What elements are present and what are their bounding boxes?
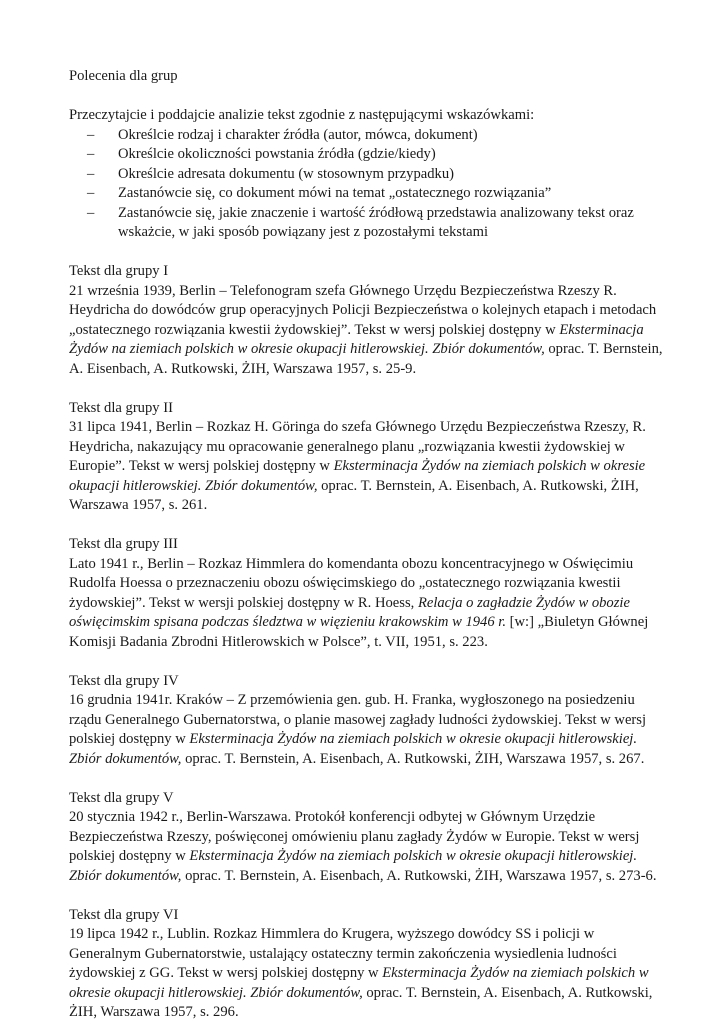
- group-heading: Tekst dla grupy I: [69, 263, 169, 279]
- group-section-5: [69, 789, 669, 887]
- group-section-1: [69, 262, 669, 379]
- group-text: [69, 691, 669, 769]
- group-section-4: [69, 672, 669, 770]
- dash-marker: –: [87, 204, 95, 221]
- group-heading: Tekst dla grupy IV: [69, 672, 179, 689]
- group-text-citation: [w:] „Biuletyn Głównej Komisji Badania Zbrodni Hitlerowskich w Polsce”, t. VII, 1951, s. 223.: [69, 614, 649, 650]
- instructions-list: [69, 126, 669, 243]
- instruction-text: Określcie okoliczności powstania źródła (gdzie/kiedy): [118, 146, 436, 162]
- group-heading: Tekst dla grupy III: [69, 536, 178, 552]
- instruction-text: Określcie adresata dokumentu (w stosownym przypadku): [118, 165, 454, 182]
- group-text-main: 21 września 1939, Berlin – Telefonogram szefa Głównego Urzędu Bezpieczeństwa Rzeszy R. Heydricha do dowódców grup operacyjnych Policji Bezpieczeństwa o kolejnych etapach i metodach „ostatecznego rozwiązania kwestii żydowskiej”. Tekst w wersj polskiej dostępny w: [69, 282, 657, 338]
- group-text-main: 31 lipca 1941, Berlin – Rozkaz H. Göringa do szefa Głównego Urzędu Bezpieczeństwa Rzeszy, R. Heydricha, nakazujący mu opracowanie generalnego planu „rozwiązania kwestii żydowskiej w Europie”. Tekst w wersj polskiej dostępny w: [69, 419, 646, 474]
- group-heading: Tekst dla grupy V: [69, 789, 174, 806]
- instruction-item: [87, 165, 669, 185]
- group-text-citation: oprac. T. Bernstein, A. Eisenbach, A. Rutkowski, ŻIH, Warszawa 1957, s. 267.: [181, 750, 645, 767]
- instruction-item: [87, 204, 669, 243]
- group-section-6: [69, 906, 669, 1023]
- instruction-text: Określcie rodzaj i charakter źródła (autor, mówca, dokument): [118, 126, 478, 143]
- instruction-item: [87, 126, 669, 146]
- group-text-citation: oprac. T. Bernstein, A. Eisenbach, A. Rutkowski, ŻIH, Warszawa 1957, s. 25-9.: [69, 341, 663, 377]
- group-text-source-title: Eksterminacja Żydów na ziemiach polskich w okresie okupacji hitlerowskiej. Zbiór dokumentów,: [69, 848, 638, 884]
- group-text-source-title: Eksterminacja Żydów na ziemiach polskich w okresie okupacji hitlerowskiej. Zbiór dokumentów,: [69, 965, 649, 1001]
- group-text-source-title: Eksterminacja Żydów na ziemiach polskich w okresie okupacji hitlerowskiej. Zbiór dokumentów,: [69, 458, 646, 494]
- dash-marker: –: [87, 165, 95, 182]
- group-text-citation: oprac. T. Bernstein, A. Eisenbach, A. Rutkowski, ŻIH, Warszawa 1957, s. 261.: [69, 477, 639, 513]
- group-text: [69, 808, 669, 886]
- group-text: [69, 555, 669, 653]
- instruction-item: [87, 145, 669, 165]
- intro-paragraph: Przeczytajcie i poddajcie analizie tekst zgodnie z następującymi wskazówkami:: [69, 107, 535, 123]
- group-heading: Tekst dla grupy II: [69, 399, 173, 416]
- instruction-text: Zastanówcie się, jakie znaczenie i wartość źródłową przedstawia analizowany tekst oraz wskażcie, w jaki sposób powiązany jest z pozostałymi tekstami: [118, 204, 634, 240]
- group-text-source-title: Eksterminacja Żydów na ziemiach polskich w okresie okupacji hitlerowskiej. Zbiór dokumentów,: [69, 731, 638, 767]
- group-text-citation: oprac. T. Bernstein, A. Eisenbach, A. Rutkowski, ŻIH, Warszawa 1957, s. 273-6.: [181, 867, 657, 884]
- dash-marker: –: [87, 126, 95, 143]
- group-text-source-title: Eksterminacja Żydów na ziemiach polskich w okresie okupacji hitlerowskiej. Zbiór dokumentów,: [69, 321, 644, 357]
- group-text: [69, 418, 669, 516]
- group-text-main: Lato 1941 r., Berlin – Rozkaz Himmlera do komendanta obozu koncentracyjnego w Oświęcimiu Rudolfa Hoessa o przeznaczeniu obozu oświęcimskiego do „ostatecznego rozwiązania kwestii żydowskiej”. Tekst w wersji polskiej dostępny w R. Hoess,: [69, 555, 634, 611]
- dash-marker: –: [87, 146, 95, 162]
- group-text-main: 19 lipca 1942 r., Lublin. Rozkaz Himmlera do Krugera, wyższego dowódcy SS i policji w Generalnym Gubernatorstwie, ustalający ostateczny termin zakończenia wysiedlenia ludności żydowskiej z GG. Tekst w wersj polskiej dostępny w: [69, 926, 617, 981]
- group-text-main: 16 grudnia 1941r. Kraków – Z przemówienia gen. gub. H. Franka, wygłoszonego na posiedzeniu rządu Generalnego Gubernatorstwa, o planie masowej zagłady ludności żydowskiej. Tekst w wersj polskiej dostępny w: [69, 692, 647, 747]
- instruction-item: [87, 184, 669, 204]
- group-text-source-title: Relacja o zagładzie Żydów w obozie oświęcimskim spisana podczas śledztwa w więzieniu krakowskim w 1946 r.: [69, 594, 630, 630]
- dash-marker: –: [87, 185, 95, 201]
- group-text-main: 20 stycznia 1942 r., Berlin-Warszawa. Protokół konferencji odbytej w Głównym Urzędzie Bezpieczeństwa Rzeszy, poświęconej omówieniu planu zagłady Żydów w Europie. Tekst w wersj polskiej dostępny w: [69, 809, 640, 864]
- group-section-3: [69, 535, 669, 652]
- group-text: [69, 925, 669, 1023]
- group-text-citation: oprac. T. Bernstein, A. Eisenbach, A. Rutkowski, ŻIH, Warszawa 1957, s. 296.: [69, 984, 653, 1020]
- group-section-2: [69, 399, 669, 516]
- group-text: [69, 282, 669, 380]
- document-page: [69, 67, 669, 1023]
- document-title: Polecenia dla grup: [69, 68, 178, 84]
- instruction-text: Zastanówcie się, co dokument mówi na temat „ostatecznego rozwiązania”: [118, 185, 552, 201]
- group-heading: Tekst dla grupy VI: [69, 906, 179, 923]
